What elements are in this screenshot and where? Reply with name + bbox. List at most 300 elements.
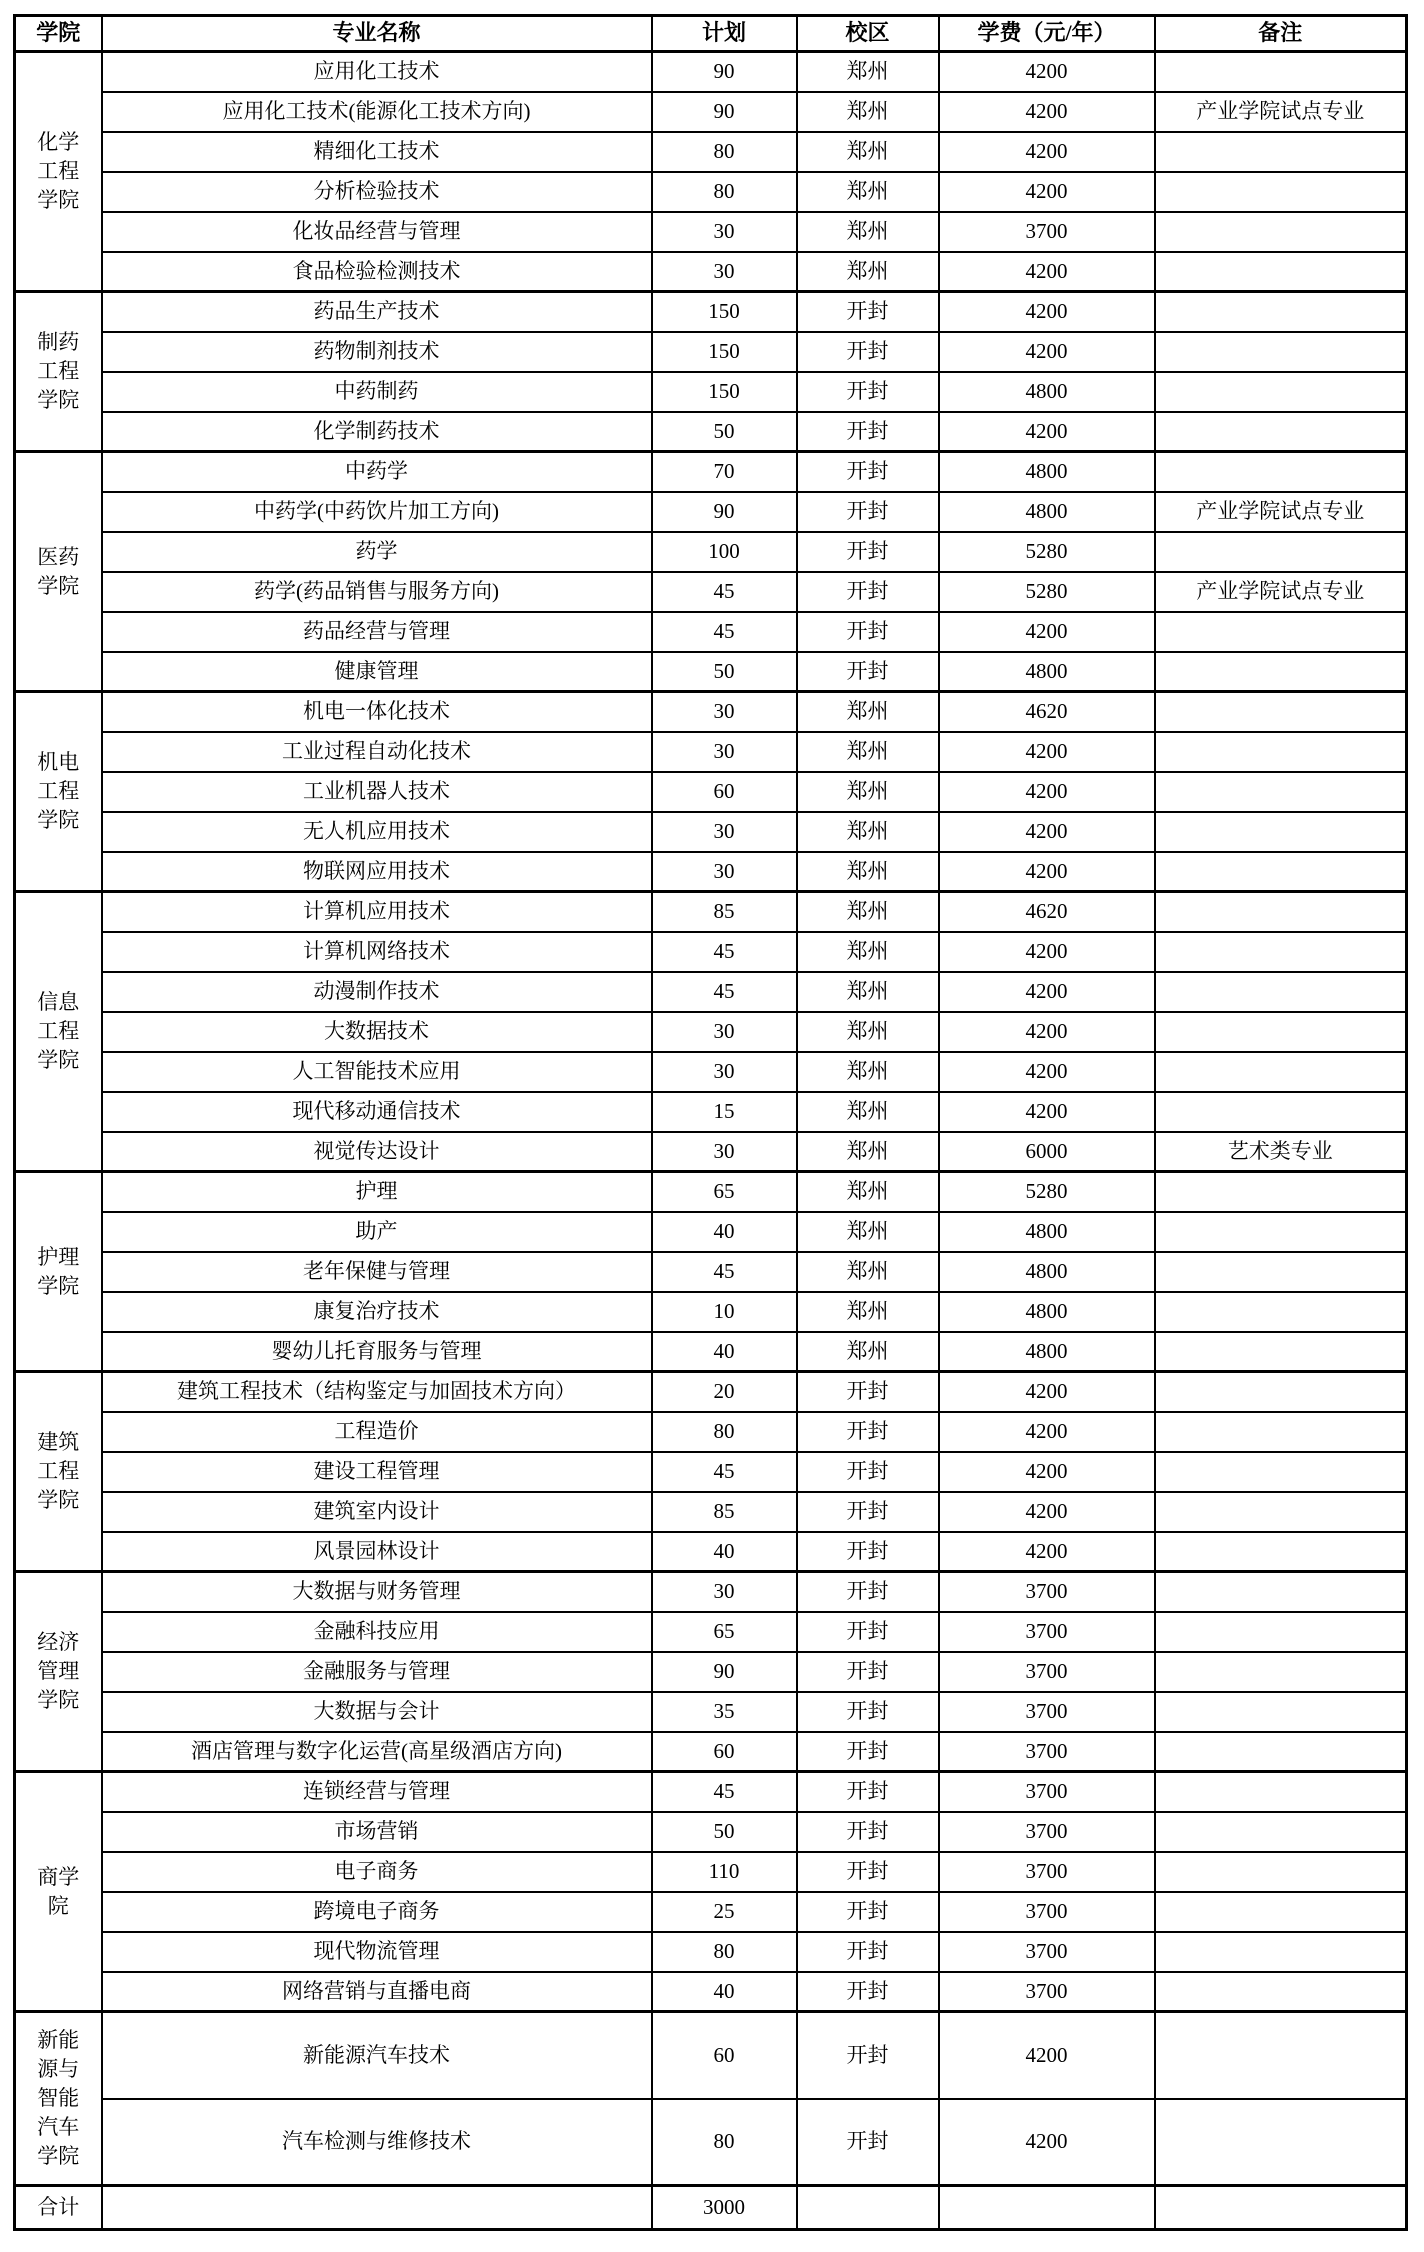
tuition-cell: 4800 xyxy=(939,492,1155,532)
campus-cell: 郑州 xyxy=(797,92,939,132)
plan-cell: 90 xyxy=(652,492,797,532)
plan-cell: 30 xyxy=(652,1012,797,1052)
major-cell: 药品生产技术 xyxy=(102,292,652,332)
major-cell: 护理 xyxy=(102,1172,652,1212)
remark-cell xyxy=(1155,1892,1407,1932)
table-row xyxy=(15,532,1407,572)
plan-cell: 65 xyxy=(652,1172,797,1212)
table-row xyxy=(15,1532,1407,1572)
table-row xyxy=(15,1452,1407,1492)
table-row xyxy=(15,652,1407,692)
campus-cell: 郑州 xyxy=(797,812,939,852)
remark-cell xyxy=(1155,1532,1407,1572)
table-row xyxy=(15,1212,1407,1252)
tuition-cell: 5280 xyxy=(939,1172,1155,1212)
campus-cell: 郑州 xyxy=(797,1012,939,1052)
table-row xyxy=(15,1012,1407,1052)
major-cell: 酒店管理与数字化运营(高星级酒店方向) xyxy=(102,1732,652,1772)
major-cell: 食品检验检测技术 xyxy=(102,252,652,292)
total-remark-cell xyxy=(1155,2186,1407,2230)
table-row xyxy=(15,132,1407,172)
plan-cell: 30 xyxy=(652,812,797,852)
tuition-cell: 5280 xyxy=(939,572,1155,612)
major-cell: 化妆品经营与管理 xyxy=(102,212,652,252)
tuition-cell: 4800 xyxy=(939,372,1155,412)
table-row xyxy=(15,1932,1407,1972)
remark-cell xyxy=(1155,2012,1407,2099)
campus-cell: 郑州 xyxy=(797,892,939,932)
plan-cell: 90 xyxy=(652,1652,797,1692)
major-cell: 机电一体化技术 xyxy=(102,692,652,732)
college-name xyxy=(15,1372,102,1572)
campus-cell: 郑州 xyxy=(797,252,939,292)
plan-cell: 45 xyxy=(652,612,797,652)
remark-cell xyxy=(1155,1092,1407,1132)
table-row xyxy=(15,452,1407,492)
tuition-cell: 4200 xyxy=(939,1052,1155,1092)
plan-cell: 30 xyxy=(652,1052,797,1092)
remark-cell xyxy=(1155,772,1407,812)
campus-cell: 开封 xyxy=(797,2012,939,2099)
major-cell: 网络营销与直播电商 xyxy=(102,1972,652,2012)
remark-cell xyxy=(1155,1932,1407,1972)
tuition-cell: 4200 xyxy=(939,2099,1155,2186)
campus-cell: 郑州 xyxy=(797,52,939,92)
college-name-text: 新能源与智能汽车学院 xyxy=(37,2028,80,2168)
major-cell: 应用化工技术 xyxy=(102,52,652,92)
plan-cell: 150 xyxy=(652,332,797,372)
tuition-cell: 4200 xyxy=(939,1092,1155,1132)
remark-cell xyxy=(1155,732,1407,772)
tuition-cell: 3700 xyxy=(939,1852,1155,1892)
campus-cell: 开封 xyxy=(797,652,939,692)
remark-cell xyxy=(1155,1172,1407,1212)
tuition-cell: 3700 xyxy=(939,1932,1155,1972)
header-major: 专业名称 xyxy=(102,16,652,52)
table-row xyxy=(15,1852,1407,1892)
remark-cell xyxy=(1155,1652,1407,1692)
plan-cell: 35 xyxy=(652,1692,797,1732)
campus-cell: 开封 xyxy=(797,1412,939,1452)
plan-cell: 60 xyxy=(652,2012,797,2099)
remark-cell xyxy=(1155,1812,1407,1852)
college-name xyxy=(15,2012,102,2186)
header-row xyxy=(15,16,1407,52)
table-row xyxy=(15,252,1407,292)
table-row xyxy=(15,52,1407,92)
table-row xyxy=(15,2099,1407,2186)
tuition-cell: 4200 xyxy=(939,132,1155,172)
remark-cell xyxy=(1155,1492,1407,1532)
major-cell: 药学 xyxy=(102,532,652,572)
tuition-cell: 3700 xyxy=(939,1572,1155,1612)
remark-cell xyxy=(1155,1252,1407,1292)
campus-cell: 开封 xyxy=(797,372,939,412)
plan-cell: 80 xyxy=(652,1932,797,1972)
campus-cell: 开封 xyxy=(797,612,939,652)
plan-cell: 80 xyxy=(652,2099,797,2186)
table-row xyxy=(15,1292,1407,1332)
college-name xyxy=(15,292,102,452)
campus-cell: 郑州 xyxy=(797,1212,939,1252)
plan-cell: 85 xyxy=(652,1492,797,1532)
plan-cell: 60 xyxy=(652,1732,797,1772)
campus-cell: 开封 xyxy=(797,2099,939,2186)
tuition-cell: 3700 xyxy=(939,1892,1155,1932)
table-row xyxy=(15,612,1407,652)
campus-cell: 开封 xyxy=(797,1892,939,1932)
plan-cell: 25 xyxy=(652,1892,797,1932)
table-row xyxy=(15,1052,1407,1092)
major-cell: 助产 xyxy=(102,1212,652,1252)
tuition-cell: 5280 xyxy=(939,532,1155,572)
tuition-cell: 4200 xyxy=(939,1532,1155,1572)
remark-cell xyxy=(1155,1292,1407,1332)
campus-cell: 开封 xyxy=(797,1812,939,1852)
table-row xyxy=(15,92,1407,132)
campus-cell: 开封 xyxy=(797,1372,939,1412)
total-tuition-cell xyxy=(939,2186,1155,2230)
plan-cell: 150 xyxy=(652,372,797,412)
table-row xyxy=(15,772,1407,812)
table-row xyxy=(15,372,1407,412)
major-cell: 现代移动通信技术 xyxy=(102,1092,652,1132)
total-label-text: 合计 xyxy=(37,2195,80,2220)
remark-cell xyxy=(1155,332,1407,372)
campus-cell: 郑州 xyxy=(797,732,939,772)
major-cell: 风景园林设计 xyxy=(102,1532,652,1572)
major-cell: 物联网应用技术 xyxy=(102,852,652,892)
remark-cell xyxy=(1155,612,1407,652)
plan-cell: 85 xyxy=(652,892,797,932)
major-cell: 市场营销 xyxy=(102,1812,652,1852)
plan-cell: 30 xyxy=(652,692,797,732)
plan-cell: 80 xyxy=(652,1412,797,1452)
remark-cell xyxy=(1155,1452,1407,1492)
tuition-cell: 4800 xyxy=(939,1332,1155,1372)
plan-cell: 20 xyxy=(652,1372,797,1412)
plan-cell: 45 xyxy=(652,1452,797,1492)
header-college: 学院 xyxy=(15,16,102,52)
remark-cell xyxy=(1155,52,1407,92)
major-cell: 健康管理 xyxy=(102,652,652,692)
tuition-cell: 4200 xyxy=(939,2012,1155,2099)
remark-cell xyxy=(1155,132,1407,172)
major-cell: 精细化工技术 xyxy=(102,132,652,172)
remark-cell xyxy=(1155,972,1407,1012)
plan-cell: 40 xyxy=(652,1332,797,1372)
tuition-cell: 3700 xyxy=(939,1692,1155,1732)
major-cell: 老年保健与管理 xyxy=(102,1252,652,1292)
college-name xyxy=(15,1172,102,1372)
header-remark: 备注 xyxy=(1155,16,1407,52)
campus-cell: 开封 xyxy=(797,1732,939,1772)
major-cell: 中药学(中药饮片加工方向) xyxy=(102,492,652,532)
major-cell: 金融服务与管理 xyxy=(102,1652,652,1692)
table-row xyxy=(15,1972,1407,2012)
table-row xyxy=(15,692,1407,732)
remark-cell xyxy=(1155,292,1407,332)
total-campus-cell xyxy=(797,2186,939,2230)
remark-cell xyxy=(1155,532,1407,572)
remark-cell xyxy=(1155,1012,1407,1052)
table-row xyxy=(15,212,1407,252)
major-cell: 汽车检测与维修技术 xyxy=(102,2099,652,2186)
major-cell: 药学(药品销售与服务方向) xyxy=(102,572,652,612)
plan-cell: 80 xyxy=(652,132,797,172)
remark-cell xyxy=(1155,1852,1407,1892)
remark-cell: 艺术类专业 xyxy=(1155,1132,1407,1172)
tuition-cell: 4200 xyxy=(939,812,1155,852)
remark-cell xyxy=(1155,212,1407,252)
campus-cell: 开封 xyxy=(797,1972,939,2012)
plan-cell: 50 xyxy=(652,1812,797,1852)
plan-cell: 30 xyxy=(652,1132,797,1172)
enrollment-plan-table xyxy=(13,14,1408,2231)
plan-cell: 40 xyxy=(652,1972,797,2012)
header-campus: 校区 xyxy=(797,16,939,52)
major-cell: 药物制剂技术 xyxy=(102,332,652,372)
campus-cell: 郑州 xyxy=(797,1132,939,1172)
remark-cell xyxy=(1155,1572,1407,1612)
total-major-cell xyxy=(102,2186,652,2230)
major-cell: 现代物流管理 xyxy=(102,1932,652,1972)
remark-cell xyxy=(1155,812,1407,852)
plan-cell: 45 xyxy=(652,1772,797,1812)
table-row xyxy=(15,1252,1407,1292)
table-row xyxy=(15,1332,1407,1372)
tuition-cell: 4200 xyxy=(939,292,1155,332)
plan-cell: 150 xyxy=(652,292,797,332)
campus-cell: 郑州 xyxy=(797,1172,939,1212)
campus-cell: 开封 xyxy=(797,332,939,372)
plan-cell: 30 xyxy=(652,1572,797,1612)
tuition-cell: 4200 xyxy=(939,772,1155,812)
remark-cell xyxy=(1155,1412,1407,1452)
plan-cell: 100 xyxy=(652,532,797,572)
major-cell: 跨境电子商务 xyxy=(102,1892,652,1932)
table-row xyxy=(15,1412,1407,1452)
remark-cell: 产业学院试点专业 xyxy=(1155,92,1407,132)
remark-cell xyxy=(1155,1972,1407,2012)
tuition-cell: 4200 xyxy=(939,1012,1155,1052)
table-row xyxy=(15,1812,1407,1852)
major-cell: 计算机网络技术 xyxy=(102,932,652,972)
major-cell: 新能源汽车技术 xyxy=(102,2012,652,2099)
table-row xyxy=(15,1732,1407,1772)
campus-cell: 开封 xyxy=(797,1692,939,1732)
table-row xyxy=(15,1492,1407,1532)
table-row xyxy=(15,1892,1407,1932)
major-cell: 无人机应用技术 xyxy=(102,812,652,852)
table-row xyxy=(15,1652,1407,1692)
campus-cell: 开封 xyxy=(797,412,939,452)
campus-cell: 郑州 xyxy=(797,1332,939,1372)
tuition-cell: 4200 xyxy=(939,1452,1155,1492)
remark-cell xyxy=(1155,1372,1407,1412)
table-row xyxy=(15,972,1407,1012)
remark-cell xyxy=(1155,1212,1407,1252)
table-row xyxy=(15,2012,1407,2099)
campus-cell: 开封 xyxy=(797,532,939,572)
plan-cell: 65 xyxy=(652,1612,797,1652)
table-row xyxy=(15,1092,1407,1132)
table-row xyxy=(15,892,1407,932)
tuition-cell: 3700 xyxy=(939,1972,1155,2012)
college-name-text: 制药工程学院 xyxy=(37,330,80,412)
major-cell: 计算机应用技术 xyxy=(102,892,652,932)
college-name xyxy=(15,692,102,892)
campus-cell: 郑州 xyxy=(797,132,939,172)
tuition-cell: 4200 xyxy=(939,732,1155,772)
tuition-cell: 3700 xyxy=(939,1772,1155,1812)
remark-cell xyxy=(1155,452,1407,492)
plan-cell: 45 xyxy=(652,972,797,1012)
campus-cell: 郑州 xyxy=(797,972,939,1012)
campus-cell: 郑州 xyxy=(797,1252,939,1292)
tuition-cell: 3700 xyxy=(939,212,1155,252)
campus-cell: 开封 xyxy=(797,1652,939,1692)
tuition-cell: 4200 xyxy=(939,852,1155,892)
plan-cell: 90 xyxy=(652,92,797,132)
table-row xyxy=(15,412,1407,452)
tuition-cell: 4200 xyxy=(939,612,1155,652)
campus-cell: 开封 xyxy=(797,1772,939,1812)
college-name-text: 建筑工程学院 xyxy=(37,1430,80,1512)
table-row xyxy=(15,1572,1407,1612)
college-name-text: 信息工程学院 xyxy=(37,990,80,1072)
college-name xyxy=(15,52,102,292)
total-plan-cell: 3000 xyxy=(652,2186,797,2230)
remark-cell: 产业学院试点专业 xyxy=(1155,572,1407,612)
table-row xyxy=(15,852,1407,892)
tuition-cell: 4200 xyxy=(939,92,1155,132)
campus-cell: 郑州 xyxy=(797,1052,939,1092)
plan-cell: 60 xyxy=(652,772,797,812)
major-cell: 视觉传达设计 xyxy=(102,1132,652,1172)
table-row xyxy=(15,1612,1407,1652)
plan-cell: 50 xyxy=(652,652,797,692)
tuition-cell: 4200 xyxy=(939,1412,1155,1452)
remark-cell xyxy=(1155,172,1407,212)
table-row xyxy=(15,492,1407,532)
tuition-cell: 4800 xyxy=(939,652,1155,692)
college-name xyxy=(15,892,102,1172)
table-row xyxy=(15,1772,1407,1812)
remark-cell xyxy=(1155,412,1407,452)
college-name-text: 化学工程学院 xyxy=(37,130,80,212)
plan-cell: 30 xyxy=(652,212,797,252)
campus-cell: 郑州 xyxy=(797,932,939,972)
major-cell: 建筑工程技术（结构鉴定与加固技术方向） xyxy=(102,1372,652,1412)
remark-cell xyxy=(1155,852,1407,892)
major-cell: 康复治疗技术 xyxy=(102,1292,652,1332)
tuition-cell: 4200 xyxy=(939,52,1155,92)
plan-cell: 30 xyxy=(652,852,797,892)
campus-cell: 开封 xyxy=(797,1532,939,1572)
campus-cell: 开封 xyxy=(797,1852,939,1892)
remark-cell xyxy=(1155,692,1407,732)
major-cell: 连锁经营与管理 xyxy=(102,1772,652,1812)
table-row xyxy=(15,332,1407,372)
plan-cell: 70 xyxy=(652,452,797,492)
major-cell: 分析检验技术 xyxy=(102,172,652,212)
tuition-cell: 6000 xyxy=(939,1132,1155,1172)
table-row xyxy=(15,1132,1407,1172)
college-name xyxy=(15,1772,102,2012)
plan-cell: 40 xyxy=(652,1212,797,1252)
major-cell: 大数据与会计 xyxy=(102,1692,652,1732)
remark-cell xyxy=(1155,652,1407,692)
major-cell: 中药制药 xyxy=(102,372,652,412)
plan-cell: 45 xyxy=(652,932,797,972)
tuition-cell: 4800 xyxy=(939,1252,1155,1292)
college-name-text: 机电工程学院 xyxy=(37,750,80,832)
college-name-text: 护理学院 xyxy=(37,1244,80,1298)
header-plan: 计划 xyxy=(652,16,797,52)
tuition-cell: 4620 xyxy=(939,892,1155,932)
tuition-cell: 4200 xyxy=(939,1492,1155,1532)
campus-cell: 郑州 xyxy=(797,1092,939,1132)
campus-cell: 开封 xyxy=(797,1932,939,1972)
tuition-cell: 4200 xyxy=(939,332,1155,372)
tuition-cell: 4200 xyxy=(939,972,1155,1012)
campus-cell: 郑州 xyxy=(797,692,939,732)
college-name-text: 医药学院 xyxy=(37,544,80,598)
remark-cell xyxy=(1155,1332,1407,1372)
campus-cell: 郑州 xyxy=(797,212,939,252)
tuition-cell: 4800 xyxy=(939,1212,1155,1252)
major-cell: 婴幼儿托育服务与管理 xyxy=(102,1332,652,1372)
campus-cell: 郑州 xyxy=(797,172,939,212)
campus-cell: 开封 xyxy=(797,292,939,332)
major-cell: 人工智能技术应用 xyxy=(102,1052,652,1092)
table-row xyxy=(15,572,1407,612)
tuition-cell: 3700 xyxy=(939,1652,1155,1692)
table-row xyxy=(15,1692,1407,1732)
tuition-cell: 3700 xyxy=(939,1732,1155,1772)
remark-cell xyxy=(1155,372,1407,412)
campus-cell: 郑州 xyxy=(797,852,939,892)
major-cell: 应用化工技术(能源化工技术方向) xyxy=(102,92,652,132)
major-cell: 金融科技应用 xyxy=(102,1612,652,1652)
tuition-cell: 3700 xyxy=(939,1612,1155,1652)
table-row xyxy=(15,1372,1407,1412)
major-cell: 药品经营与管理 xyxy=(102,612,652,652)
plan-cell: 80 xyxy=(652,172,797,212)
major-cell: 大数据技术 xyxy=(102,1012,652,1052)
campus-cell: 开封 xyxy=(797,572,939,612)
table-row xyxy=(15,172,1407,212)
campus-cell: 开封 xyxy=(797,492,939,532)
major-cell: 电子商务 xyxy=(102,1852,652,1892)
major-cell: 中药学 xyxy=(102,452,652,492)
college-name xyxy=(15,1572,102,1772)
plan-cell: 50 xyxy=(652,412,797,452)
remark-cell xyxy=(1155,892,1407,932)
major-cell: 建筑室内设计 xyxy=(102,1492,652,1532)
college-name-text: 经济管理学院 xyxy=(37,1630,80,1712)
total-label xyxy=(15,2186,102,2230)
tuition-cell: 4200 xyxy=(939,252,1155,292)
plan-cell: 45 xyxy=(652,572,797,612)
plan-cell: 90 xyxy=(652,52,797,92)
remark-cell xyxy=(1155,932,1407,972)
plan-cell: 10 xyxy=(652,1292,797,1332)
campus-cell: 开封 xyxy=(797,1492,939,1532)
total-row xyxy=(15,2186,1407,2230)
campus-cell: 郑州 xyxy=(797,1292,939,1332)
